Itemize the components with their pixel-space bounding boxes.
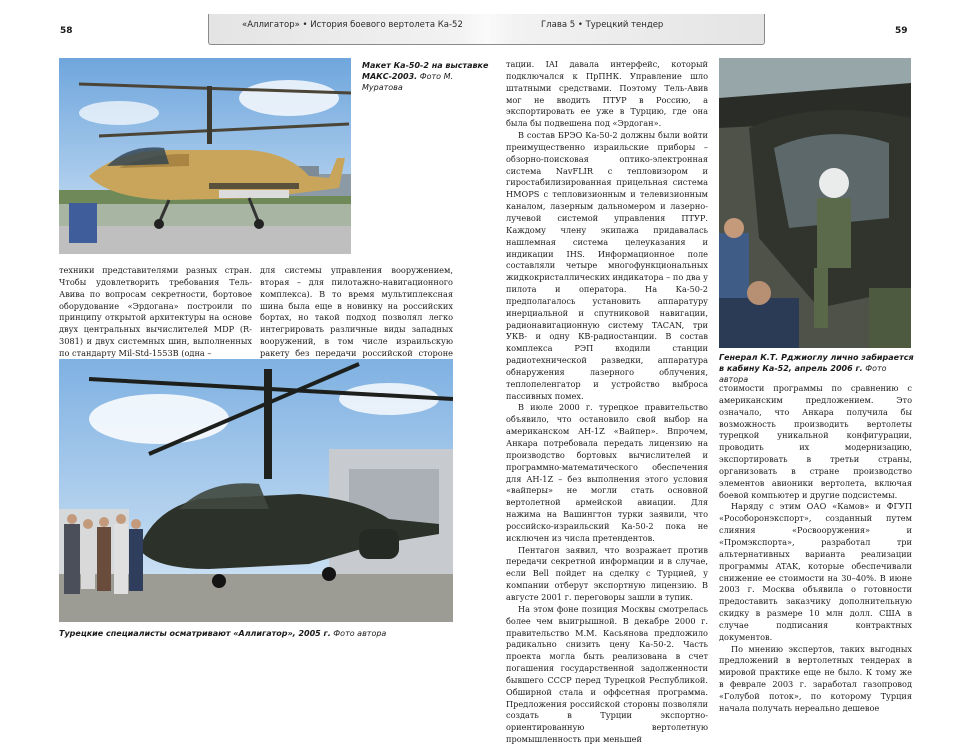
paragraph: техники представителями разных стран. Чтобы удовлетворить требования Тель-Авива по вопросам секретности, бортовое оборудование «Эрдогана» построили по принципу открытой архитектуры на основе двух центральных вычислителей MDP (R-3081) и двух системных шин, выполненных по стандарту Mil-Std-1553B (одна – — [59, 265, 252, 358]
photo2-caption — [59, 628, 479, 639]
paragraph: По мнению экспертов, таких выгодных предложений в вертолетных тендерах в мировой практике еще не было. К тому же в феврале 2003 г. заработал газопровод «Голубой поток», по которому Турция начала получать нереально дешевое — [719, 643, 912, 713]
paragraph: для системы управления вооружением, вторая – для пилотажно-навигационного комплекса). В то время мультиплексная шина была еще в новинку на российских бортах, но такой подход позволял легко интегрировать различные виды западных вооружений, в том числе израильскую ракету без передачи российской стороне — [260, 265, 453, 358]
paragraph: В состав БРЭО Ка-50-2 должны были войти преимущественно израильские приборы – обзорно-поисковая оптико-электронная система NavFLIR с тепловизором и гиростабилизированная прицельная система HMOPS с тепловизионным и телевизионным каналом, лазерным дальномером и лазерно-лучевой системой управления ПТУР. Каждому члену экипажа придавалась нашлемная система целеуказания и индикации IHS. Информационное поле составляли четыре многофункциональных жидкокристаллических индикатора – по два у пилота и оператора. На Ка-50-2 предполагалось установить аппаратуру инерциальной и спутниковой навигации, радионавигационную систему TACAN, три УКВ- и одну КВ-радиостанции. В состав комплекса РЭП входили станции радиотехнической разведки, аппаратура обнаружения лазерного облучения, теплопеленгатор и устройство выброса пассивных помех. — [506, 130, 708, 401]
photo-ka50-2-maks — [59, 58, 351, 254]
photo1-caption-title: Макет Ка-50-2 на выставке МАКС-2003. — [362, 61, 489, 81]
photo3-caption — [719, 352, 914, 385]
left-text-column-2 — [260, 265, 453, 372]
paragraph: Наряду с этим ОАО «Камов» и ФГУП «Рособоронэкспорт», созданный путем слияния «Росвооружения» и «Промэкспорта», разработал три альтернативных варианта реализации программы ATAK, которые обеспечивали снижение ее стоимости на 30–40%. В июне 2003 г. Москва объявила о готовности предоставить заказчику дополнительную скидку в размере 10 млн долл. США в случае подписания контрактных документов. — [719, 501, 912, 642]
running-head-right: Глава 5 • Турецкий тендер — [541, 20, 664, 30]
center-text-column — [506, 59, 708, 746]
paragraph: В июле 2000 г. турецкое правительство объявило, что остановило свой выбор на американском AH-1Z «Вайпер». Впрочем, Анкара потребовала передать лицензию на производство бортовых вычислителей и программно-математического обеспечения для AH-1Z – без выполнения этого условия «вайперы» не могли стать основной вертолетной армейской авиации. Для нажима на Вашингтон турки заявили, что российско-израильский Ка-50-2 пока не исключен из числа претендентов. — [506, 402, 708, 543]
page-number-right: 59 — [895, 26, 908, 36]
left-text-column-1 — [59, 265, 252, 360]
paragraph: стоимости программы по сравнению с американским предложением. Это означало, что Анкара получила бы возможность производить вертолеты турецкой уникальной конфигурации, проводить их модернизацию, экспортировать в третьи страны, организовать в стране производство элементов авионики вертолета, включая боевой компьютер и другие подсистемы. — [719, 383, 912, 500]
pilot-cockpit-photo-icon — [719, 58, 911, 348]
photo3-caption-title: Генерал К.Т. Рджиоглу лично забирается в кабину Ка-52, апрель 2006 г. — [719, 353, 914, 373]
photo-general-cockpit — [719, 58, 911, 348]
page-number-left: 58 — [60, 26, 73, 36]
running-head-band — [208, 14, 765, 45]
photo3-caption-credit: Фото автора — [719, 364, 887, 384]
photo-turkish-specialists — [59, 359, 453, 622]
running-head-left: «Аллигатор» • История боевого вертолета Ка-52 — [242, 20, 463, 30]
right-text-column — [719, 383, 912, 715]
paragraph: На этом фоне позиция Москвы смотрелась более чем выигрышной. В декабре 2000 г. правительство М.М. Касьянова предложило радикально снизить цену Ка-50-2. Часть проекта могла быть реализована в счет погашения государственной задолженности бывшего СССР перед Турецкой Республикой. Обширной стала и оффсетная программа. Предложения российской стороны позволяли создать в Турции экспортно-ориентированную вертолетную промышленность при меньшей — [506, 603, 708, 745]
photo2-caption-credit: Фото автора — [333, 629, 387, 638]
helicopter-photo-icon — [59, 58, 351, 254]
photo2-caption-title: Турецкие специалисты осматривают «Аллигатор», 2005 г. — [59, 629, 331, 638]
people-photo-icon — [59, 359, 453, 622]
photo1-caption-credit: Фото М. Муратова — [362, 72, 454, 92]
paragraph: Пентагон заявил, что возражает против передачи секретной информации и в случае, если Bell пойдет на сделку с Турцией, у компании отберут экспортную лицензию. В августе 2001 г. переговоры зашли в тупик. — [506, 544, 708, 602]
paragraph: тации. IAI давала интерфейс, который подключался к ПрПНК. Управление шло штатными средствами. Поэтому Тель-Авив мог не вводить ПТУР в Россию, а экспортировать ее уже в Турцию, где она была бы подвешена под «Эрдоган». — [506, 59, 708, 129]
photo1-caption — [362, 60, 492, 93]
